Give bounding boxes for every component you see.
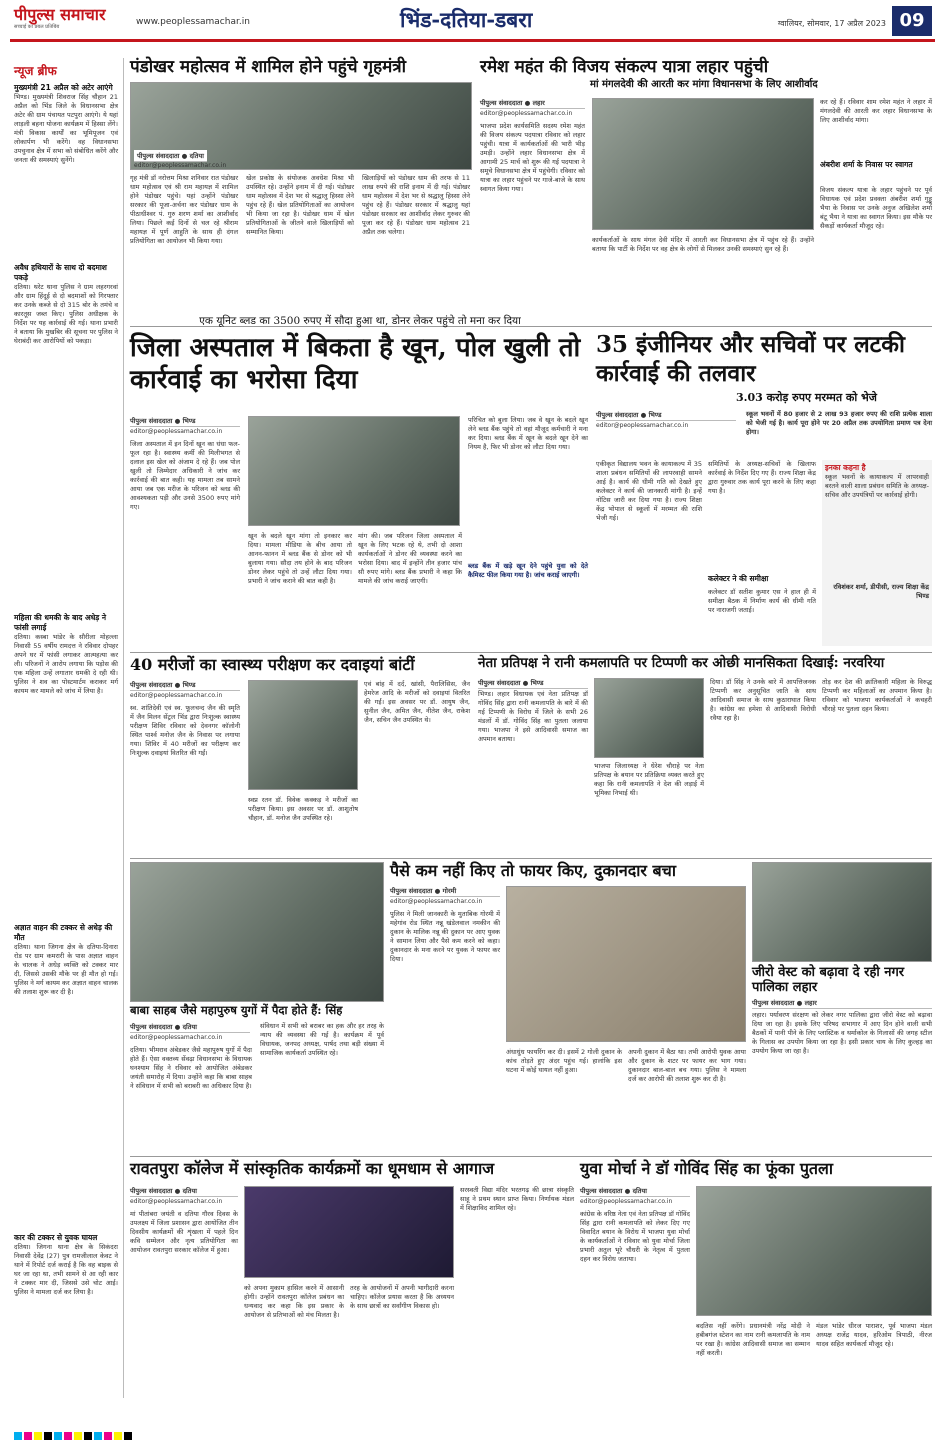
article-headline[interactable]: जीरो वेस्ट को बढ़ावा दे रही नगर पालिका लहार [752, 965, 905, 995]
article-photo [696, 1186, 932, 1316]
article-lead: स्कूल भवनों में 80 हजार से 2 लाख 93 हजार रुपए की राशि प्रत्येक शाला को भेजी गई है। कार्य पूरा होने पर 20 अप्रैल तक उपयोगिता प्रमाण पत्र देना होगा। [746, 410, 935, 436]
byline-email[interactable]: editor@peoplessamachar.co.in [130, 692, 223, 699]
article-column: को अपना मुकाम हासिल करने में आसानी होगी। उन्होंने रावतपुरा कॉलेज प्रबंधन का धन्यवाद कर कहा कि इस प्रकार के आयोजन से प्रतिभाओं को मंच मिलता है। [244, 1284, 347, 1319]
article-photo [752, 862, 932, 962]
article-column: पुलिस ने मिली जानकारी के मुताबिक गोरमी में महेगांव रोड स्थित नन्नू खंडेलवाल नमकीन की दुकान के मालिक नन्नू की दुकान पर आए युवक ने सामान लिया और पैसे कम करने को कहा। दुकानदार के मना करने पर युवक ने फायर कर दिया। [390, 910, 503, 963]
section-rule [130, 652, 932, 653]
masthead-logo [14, 6, 134, 36]
byline-email[interactable]: editor@peoplessamachar.co.in [134, 162, 227, 169]
article-column: दतिया। भीमराव अंबेडकर जैसे महापुरुष युगों में पैदा होते हैं। ऐसा वक्तव्य सेंवढ़ा विधानसभा के विधायक घनश्याम सिंह ने रविवार को आयोजित अंबेडकर जयंती समारोह में दिया। उन्होंने कहा कि बाबा साहब ने संविधान में सभी को बराबरी का अधिकार दिया है। [130, 1046, 255, 1090]
section-title: भिंड-दतिया-डबरा [400, 7, 533, 32]
section-rule [130, 858, 932, 859]
brief-headline[interactable]: मुख्यमंत्री 21 अप्रैल को अटेर आएंगे [14, 83, 113, 92]
article-column: स्व. शांतिदेवी एवं स्व. फूलचन्द जैन की स्मृति में जैन मिलन सेंट्रल भिंड द्वारा निःशुल्क स्वास्थ्य परीक्षण शिविर रविवार को देवनगर कॉलोनी स्थित पार्श्व मनोज जैन के निवास पर लगाया गया। शिविर में 40 मरीजों का परीक्षण कर निःशुल्क दवाइयां वितरित की गईं। [130, 704, 243, 757]
quote-box [822, 460, 932, 646]
article-dateline: पीपुल्स संवाददाता ● भिण्ड [130, 680, 240, 691]
article-headline[interactable]: रमेश महंत की विजय संकल्प यात्रा लहार पहुंची [480, 57, 769, 77]
article-headline[interactable]: युवा मोर्चा ने डॉ गोविंद सिंह का फूंका पुतला [580, 1159, 834, 1178]
site-url[interactable]: www.peoplessamachar.in [136, 17, 250, 27]
article-blood-sale [130, 316, 590, 646]
article-dateline: पीपुल्स संवाददाता ● लहार [752, 998, 932, 1009]
article-photo [506, 886, 746, 1042]
article-column: सरस्वती विद्या मंदिर भरतगढ़ की छात्रा संस्कृति साहू ने प्रथम स्थान प्राप्त किया। निर्णायक मंडल में शिक्षाविद शामिल रहे। [460, 1186, 577, 1212]
article-dateline: पीपुल्स संवाददाता ● दतिया [580, 1186, 690, 1197]
article-column: तोड़ कर देश की क्रांतिकारी महिला के विरुद्ध टिप्पणी कर महिलाओं का अपमान किया है। रविवार को भाजपा कार्यकर्ताओं ने कचहरी चौराहे पर पुतला दहन किया। [822, 678, 935, 713]
byline-email[interactable]: editor@peoplessamachar.co.in [580, 1198, 673, 1205]
article-fire-shop [390, 861, 749, 1152]
article-column: भाजपा प्रदेश कार्यसमिति सदस्य रमेश महंत की विजय संकल्प पदयात्रा रविवार को लहार पहुंची। यात्रा में कार्यकर्ताओं की भारी भीड़ उमड़ी। उन्होंने लहार विधानसभा क्षेत्र में आगामी 25 मार्च को शुरू की गई पदयात्रा ने समूचे विधानसभा क्षेत्र में पहुंचेगी। रविवार को यात्रा का लहार पहुंचने पर गाजे-बाजे के साथ स्वागत किया गया। [480, 122, 588, 193]
article-column: बदतिस नहीं करेंगे। प्रधानमंत्री नरेंद्र मोदी ने हबीबगंज स्टेशन का नाम रानी कमलापति के नाम पर रखा है। कांग्रेस आदिवासी समाज का सम्मान नहीं करती। [696, 1322, 813, 1357]
byline-email[interactable]: editor@peoplessamachar.co.in [130, 1034, 223, 1041]
article-column: संविधान में सभी को बराबर का हक और हर तरह के न्याय की व्यवस्था की गई है। कार्यक्रम में पूर्व विधायक, जनपद अध्यक्ष, पार्षद तथा बड़ी संख्या में सामाजिक कार्यकर्ता उपस्थित रहे। [260, 1022, 387, 1057]
article-engineers [596, 330, 935, 648]
brief-headline[interactable]: अवैध हथियारों के साथ दो बदमाश पकड़े [14, 263, 107, 282]
article-rawatpura-college [130, 1159, 577, 1392]
byline-email[interactable]: editor@peoplessamachar.co.in [596, 422, 689, 429]
brief-headline[interactable]: अज्ञात वाहन की टक्कर से अधेड़ की मौत [14, 923, 113, 942]
article-headline[interactable]: पैसे कम नहीं किए तो फायर किए, दुकानदार बचा [390, 861, 676, 880]
article-photo [594, 678, 704, 758]
article-dateline: पीपुल्स संवाददाता ● लहार [480, 98, 585, 109]
article-dateline: पीपुल्स संवाददाता ● भिण्ड [478, 678, 588, 689]
article-headline[interactable]: बाबा साहब जैसे महापुरुष युगों में पैदा होते हैं: सिंह [130, 1003, 343, 1017]
quote-text: स्कूल भवनों के कायाकल्प में लापरवाही बरतने वाली शाला प्रबंधन समिति के अध्यक्ष-सचिव और उपयंत्रियों पर कार्रवाई होगी। [825, 473, 932, 499]
brief-text: भिण्ड। मुख्यमंत्री शिवराज सिंह चौहान 21 अप्रैल को भिंड जिले के विधानसभा क्षेत्र अटेर की ग्राम पंचायत पटपुरा आएंगे। ये यहां लाड़ली बहना योजना कार्यक्रम में हिस्सा लेंगे। मंत्री विकास कार्यों का भूमिपूजन एवं लोकार्पण भी करेंगे। वह विधानसभा उपचुनाव क्षेत्र में सभा को संबोधित करेंगे और जनता की समस्याएं सुनेंगे। [14, 93, 121, 164]
article-column: मंडल भांडेर धीरज पाराशर, पूर्व भाजपा मंडल अध्यक्ष राजेंद्र यादव, हरिओम त्रिपाठी, नीरज यादव सहित कार्यकर्ता मौजूद रहे। [816, 1322, 935, 1348]
page-number: 09 [892, 6, 932, 36]
news-brief-label: न्यूज ब्रीफ [14, 64, 57, 78]
article-photo [592, 98, 814, 230]
article-column: एकीकृत विद्यालय भवन के कायाकल्प में 35 शाला प्रबंधन समितियों की लापरवाही सामने आई है। कार्य की धीमी गति को देखते हुए कलेक्टर ने कार्य की जानकारी मांगी है। इन्हें नोटिस जारी कर दिया गया है। राज्य शिक्षा केंद्र भोपाल से स्कूलों में मरम्मत की राशि भेजी गई। [596, 460, 705, 522]
article-pandokhar [130, 58, 472, 323]
brief-text: दतिया। जिगना थाना क्षेत्र के सिकंदरा निवासी देवेंद्र (27) पुत्र रामजीलाल केवट ने थाने में रिपोर्ट दर्ज कराई है कि वह बाइक से घर जा रहा था, तभी सामने से आ रही कार ने टक्कर मार दी, जिससे उसे चोट आई। पुलिस ने मामला दर्ज कर लिया है। [14, 1243, 121, 1296]
brief-text: दतिया। कस्बा भांडेर के सौरीला मोहल्ला निवासी 55 वर्षीय रामदत्त ने रविवार दोपहर अपने घर में फांसी लगाकर आत्महत्या कर ली। परिजनों ने आरोप लगाया कि पड़ोस की एक महिला उन्हें लगातार धमकी दे रही थी। पुलिस ने शव का पोस्टमार्टम कराकर मर्ग कायम कर मामले को जांच में लिया है। [14, 633, 121, 695]
article-dateline: पीपुल्स संवाददाता ● गोरमी [390, 886, 500, 897]
section-rule [130, 1156, 932, 1157]
quote-label: इनका कहना है [825, 463, 866, 472]
article-column: परिचित को बुला लिया। जब वे खून के बदले खून लेने ब्लड बैंक पहुंचे तो वहां मौजूद कर्मचारी ने मना कर दिया। ब्लड बैंक में खून के बदले खून देने का नियम है, फिर भी डोनर को लौटा दिया गया। [468, 416, 591, 451]
article-ambedkar [130, 1003, 387, 1154]
article-headline[interactable]: पंडोखर महोत्सव में शामिल होने पहुंचे गृहमंत्री [130, 57, 407, 77]
article-column: अपनी दुकान में बैठा था। तभी आरोपी युवक आया और दुकान के शटर पर फायर कर भाग गया। दुकानदार बाल-बाल बच गया। पुलिस ने मामला दर्ज कर आरोपी की तलाश शुरू कर दी है। [628, 1048, 749, 1083]
article-photo [244, 1186, 454, 1278]
brief-headline[interactable]: महिला की धमकी के बाद अधेड़ ने फांसी लगाई [14, 613, 107, 632]
article-yuva-morcha [580, 1159, 935, 1392]
article-column: समितियों के अध्यक्ष-सचिवों के खिलाफ कार्रवाई के निर्देश दिए गए हैं। राज्य शिक्षा केंद्र द्वारा गुरुवार तक कार्य पूरा करने के लिए कहा गया है। [708, 460, 819, 495]
article-column: लहार। पर्यावरण संरक्षण को लेकर नगर पालिका द्वारा जीरो वेस्ट को बढ़ावा दिया जा रहा है। इसके लिए परिषद सभागार में आए दिन होने वाली सभी बैठकों में पानी पीने के लिए प्लास्टिक व थर्माकोल के गिलासों की जगह स्टील के गिलास का उपयोग किया जा रहा है। इसी प्रकार चाय के लिए कुल्हड़ का उपयोग किया जा रहा है। [752, 1011, 935, 1056]
article-headline[interactable]: 35 इंजीनियर और सचिवों पर लटकी कार्रवाई की तलवार [596, 331, 905, 387]
article-column: कांग्रेस के वरिष्ठ नेता एवं नेता प्रतिपक्ष डॉ गोविंद सिंह द्वारा रानी कमलापति को लेकर दिए गए विवादित बयान के विरोध में भाजपा युवा मोर्चा के कार्यकर्ताओं ने रविवार को युवा मोर्चा जिला प्रभारी अतुल भूरे चौधरी के नेतृत्व में पुतला दहन कर विरोध जताया। [580, 1210, 693, 1263]
article-column: कर रहे हैं। रविवार शाम रमेश महंत ने लहार में मंगलदेवी की आरती कर लहार विधानसभा के लिए आशीर्वाद मांगा। [820, 98, 935, 124]
article-column: भिण्ड। लहार विधायक एवं नेता प्रतिपक्ष डॉ गोविंद सिंह द्वारा रानी कमलापति के बारे में की गई टिप्पणी के विरोध में जिले के सभी 26 मंडलों में डॉ. गोविंद सिंह का पुतला जलाया गया। भाजपा ने इसे आदिवासी समाज का अपमान बताया। [478, 690, 591, 743]
article-column: खेल प्रकोष्ठ के संयोजक अवधेश मिश्रा भी उपस्थित रहे। उन्होंने इनाम में दी गई। पंडोखर धाम महोत्सव में देश भर से श्रद्धालु हिस्सा लेने पहुंच रहे हैं। खेल प्रतियोगिताओं का आयोजन भी किया जा रहा है। पंडोखर धाम में खेल प्रतियोगिताओं के जीतने वाले खिलाड़ियों को सम्मानित किया। [246, 174, 357, 236]
news-brief-column [14, 62, 121, 1392]
article-column: अंधाधुंध फायरिंग कर दी। इसमें 2 गोली दुकान के कांच तोड़ते हुए अंदर पहुंच गई। हालांकि इस घटना में कोई घायल नहीं हुआ। [506, 1048, 625, 1074]
article-photo [248, 680, 358, 790]
article-column: कार्यकर्ताओं के साथ मंगल देवी मंदिर में आरती कर विधानसभा क्षेत्र में पहुंच रहे हैं। उन्होंने बताया कि पार्टी के निर्देश पर वह क्षेत्र के लोगों से मिलकर उनकी समस्याएं सुन रहे हैं। [592, 236, 817, 253]
article-column: स्वप्न रतन डॉ. विवेक कक्कड़ ने मरीजों का परीक्षण किया। इस अवसर पर डॉ. आशुतोष चौहान, डॉ. मनोज जैन उपस्थित रहे। [248, 796, 361, 822]
article-subhead: कलेक्टर ने की समीक्षा [708, 574, 769, 583]
article-dateline: पीपुल्स संवाददाता ● दतिया [134, 150, 207, 162]
article-kamlapati-remark [478, 655, 935, 856]
article-column: एवं बांह में दर्द, खांसी, पैरालिसिस, जैन हेमरेज आदि के मरीजों को दवाइयां वितरित की गईं। इस अवसर पर डॉ. आयुष जैन, सुनील जैन, अमित जैन, नीतेश जैन, राकेश जैन, सचिन जैन उपस्थित थे। [364, 680, 473, 724]
article-subhead: 3.03 करोड़ रुपए मरम्मत को भेजे [736, 391, 877, 404]
article-ramesh-mahant [480, 57, 935, 323]
article-headline[interactable]: जिला अस्पताल में बिकता है खून, पोल खुली तो कार्रवाई का भरोसा दिया [130, 332, 581, 395]
color-registration-strip [14, 1425, 931, 1437]
logo-text: पीपुल्स समाचार [14, 5, 106, 24]
byline-email[interactable]: editor@peoplessamachar.co.in [480, 110, 573, 117]
byline-email[interactable]: editor@peoplessamachar.co.in [130, 428, 223, 435]
article-column: खून के बदले खून मांगा तो इनकार कर दिया। मामला मीडिया के बीच आया तो आनन-फानन में ब्लड बैंक से डोनर को भी बुलाया गया। सौदा तय होने के बाद परिजन डोनर लेकर पहुंचे तो उन्हें लौटा दिया गया। प्रभारी ने जांच कराने की बात कही है। [248, 532, 355, 585]
column-divider [123, 58, 124, 1398]
article-dateline: पीपुल्स संवाददाता ● दतिया [130, 1186, 238, 1197]
byline-email[interactable]: editor@peoplessamachar.co.in [130, 1198, 223, 1205]
article-dateline: पीपुल्स संवाददाता ● भिण्ड [596, 410, 736, 421]
masthead-rule [10, 39, 935, 42]
article-column: खिलाड़ियों को पंडोखर धाम की तरफ से 11 लाख रुपये की राशि इनाम में दी गई। पंडोखर धाम महोत्सव में देश भर से श्रद्धालु हिस्सा लेने पहुंच रहे हैं। पंडोखर सरकार में श्रद्धालु यहां पंडोखर सरकार का आशीर्वाद लेकर गुरुवर की पूजा कर रहे हैं। पंडोखर धाम महोत्सव 21 अप्रैल तक चलेगा। [362, 174, 473, 236]
article-column: मांग की। जब परिजन जिला अस्पताल में खून के लिए भटक रहे थे, तभी दो आशा कार्यकर्ताओं ने डोनर की व्यवस्था करने का भरोसा दिया। बाद में इन्होंने तीन हजार पांच सौ रुपए मांगे। ब्लड बैंक प्रभारी ने कहा कि मामले की जांच कराई जाएगी। [358, 532, 465, 585]
photo-caption: भाजपा जिलाध्यक्ष ने धेरेश चौराहे पर नेता प्रतिपक्ष के बयान पर प्रतिक्रिया व्यक्त करते हुए कहा कि रानी कमलापति ने देश की लड़ाई में भूमिका निभाई थी। [594, 762, 707, 797]
article-kicker: एक यूनिट ब्लड का 3500 रुपए में सौदा हुआ था, डोनर लेकर पहुंचे तो मना कर दिया [199, 315, 521, 327]
article-dateline: पीपुल्स संवाददाता ● भिण्ड [130, 416, 240, 427]
tagline: सच्चाई का प्रबल प्रतिबिंब [14, 23, 60, 30]
article-photo [248, 416, 460, 526]
article-health-camp [130, 655, 473, 856]
article-headline[interactable]: रावतपुरा कॉलेज में सांस्कृतिक कार्यक्रमों का धूमधाम से आगाज [130, 1159, 495, 1178]
article-headline[interactable]: नेता प्रतिपक्ष ने रानी कमलापति पर टिप्पणी कर ओछी मानसिकता दिखाई: नरवरिया [478, 655, 885, 671]
article-column: विजय संकल्प यात्रा के लहार पहुंचने पर पूर्व विधायक एवं प्रदेश प्रवक्ता अंबरीश शर्मा गुड्डू भैया के निवास पर उनके अनुज अखिलेश शर्मा बंटू भैया ने यात्रा का स्वागत किया। इस मौके पर सैकड़ों कार्यकर्ता मौजूद रहे। [820, 186, 935, 230]
article-column: मां पीतांबरा जयंती व दतिया गौरव दिवस के उपलक्ष्य में जिला प्रशासन द्वारा आयोजित तीन दिवसीय कार्यक्रमों की शृंखला में पहले दिन कवि सम्मेलन और नृत्य प्रतियोगिता का आयोजन रावतपुरा सरकार कॉलेज में हुआ। [130, 1210, 241, 1254]
article-zero-waste [752, 862, 935, 1152]
quote-signature: रविशंकर शर्मा, डीपीसी, राज्य शिक्षा केंद्र भिण्ड [833, 583, 932, 600]
article-headline[interactable]: 40 मरीजों का स्वास्थ्य परीक्षण कर दवाइयां बांटीं [130, 655, 415, 674]
article-column: जिला अस्पताल में इन दिनों खून का धंधा फल-फूल रहा है। स्वास्थ्य कर्मी की मिलीभगत से दलाल इस खेल को अंजाम दे रहे हैं। जब पोल खुली तो जिम्मेदार अधिकारी ने जांच कर कार्रवाई की बात कही। यह मामला तब सामने आया जब एक मरीज के परिजन को ब्लड की आवश्यकता पड़ी और उनसे 3500 रुपए मांगे गए। [130, 440, 243, 511]
article-column: गृह मंत्री डॉ नरोत्तम मिश्रा शनिवार रात पंडोखर धाम महोत्सव एवं श्री राम महायज्ञ में शामिल होने पंडोखर पहुंचे। यहां उन्होंने पंडोखर सरकार की पूजा-अर्चना कर पंडोखर धाम के पीठाधीश्वर पं. गुरु शरण शर्मा का आशीर्वाद लिया। पिछले कई दिनों से चल रहे श्रीराम महायज्ञ में पूर्ण आहुति के साथ ही दंगल प्रतियोगिता का आयोजन भी किया गया। [130, 174, 241, 245]
article-column: कलेक्टर डॉ सतीश कुमार एस ने हाल ही में समीक्षा बैठक में निर्माण कार्य की धीमी गति पर नाराजगी जताई। [708, 588, 819, 614]
photo-caption: ब्लड बैंक में खड़े खून देने पहुंचे युवा को देते कैमिस्ट फील किया गया है। जांच कराई जाएगी। [468, 562, 591, 579]
brief-text: दतिया। थाना जिगना क्षेत्र के दतिया-दिनारा रोड पर ग्राम कमरारी के पास अज्ञात वाहन के चालक ने अधेड़ व्यक्ति को टक्कर मार दी, जिससे उसकी मौके पर ही मौत हो गई। पुलिस ने मर्ग कायम कर अज्ञात वाहन चालक की तलाश शुरू कर दी है। [14, 943, 121, 996]
byline-email[interactable]: editor@peoplessamachar.co.in [390, 898, 483, 905]
article-subhead: मां मंगलदेवी की आरती कर मांगा विधानसभा के लिए आशीर्वाद [590, 79, 818, 91]
issue-date: ग्वालियर, सोमवार, 17 अप्रैल 2023 [777, 19, 886, 28]
article-dateline: पीपुल्स संवाददाता ● दतिया [130, 1022, 250, 1033]
brief-headline[interactable]: कार की टक्कर से युवक घायल [14, 1233, 98, 1242]
article-photo [130, 862, 384, 1002]
article-subhead: अंबरीश शर्मा के निवास पर स्वागत [820, 160, 913, 169]
brief-text: दतिया। थरेट थाना पुलिस ने ग्राम लहरगरवां और ग्राम हिंदूई से दो बदमाशों को गिरफ्तार कर उनके कब्जे से दो 315 बोर के तमंचे व कारतूस जब्त किए। पुलिस अधीक्षक के निर्देश पर यह कार्रवाई की गई। थाना प्रभारी ने बताया कि मुखबिर की सूचना पर पुलिस ने घेराबंदी कर आरोपियों को पकड़ा। [14, 283, 121, 345]
article-column: तरह के आयोजनों में अपनी भागीदारी करना चाहिए। कॉलेज प्रयास करता है कि अध्ययन के साथ छात्रों का सर्वांगीण विकास हो। [350, 1284, 457, 1310]
article-column: दिया। डॉ सिंह ने उनके बारे में आपत्तिजनक टिप्पणी कर अनुसूचित जाति के साथ आदिवासी समाज के साथ कुठाराघात किया है। कांग्रेस का हमेशा से आदिवासी विरोधी रवैया रहा है। [710, 678, 819, 722]
